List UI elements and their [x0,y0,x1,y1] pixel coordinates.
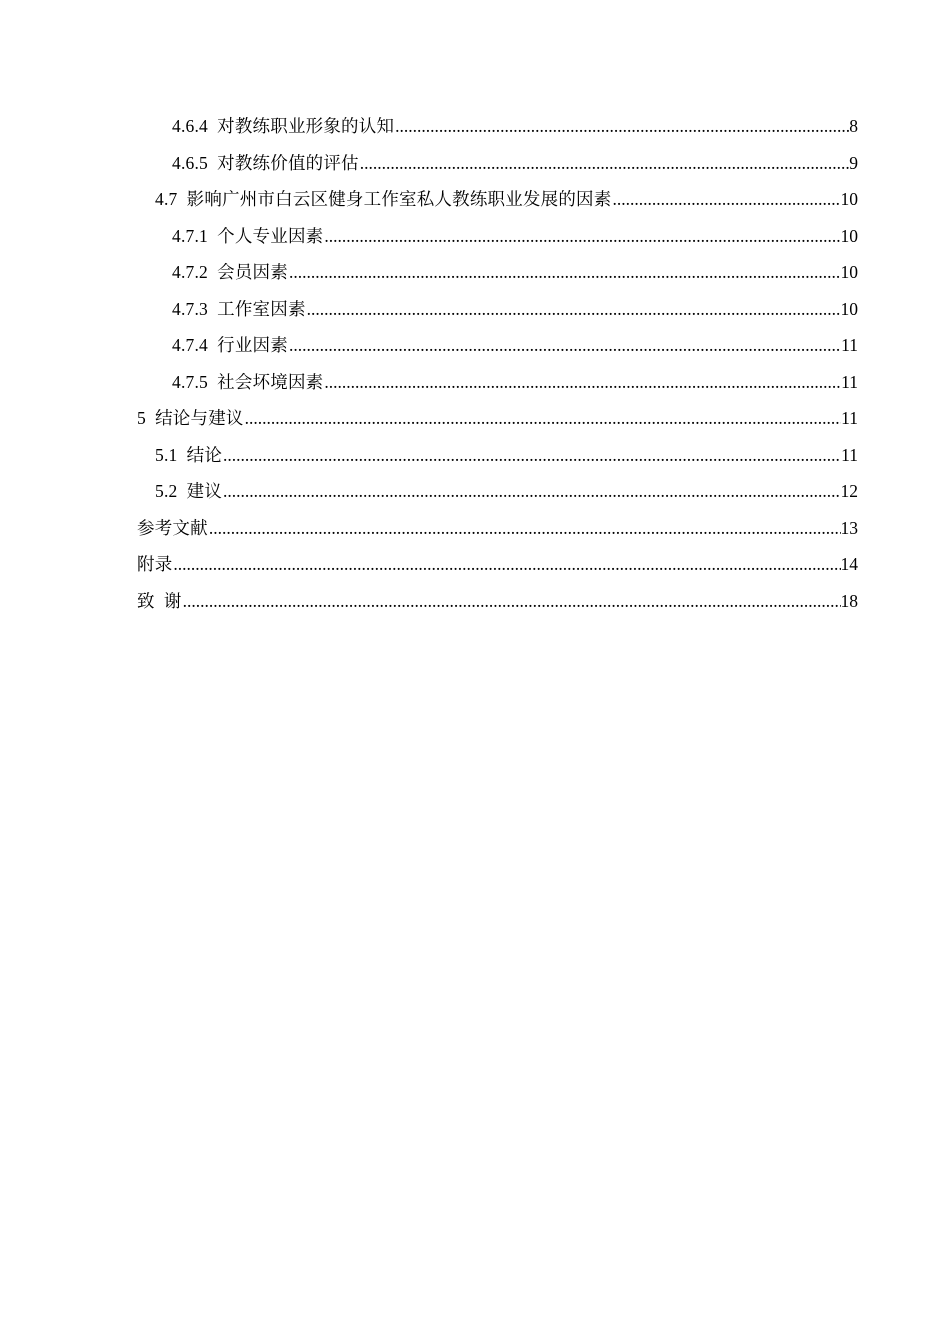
toc-entry-label: 4.7.3 工作室因素 [172,298,306,319]
toc-entry-label: 4.6.4 对教练职业形象的认知 [172,116,395,136]
toc-entry-page: 13 [840,517,858,538]
toc-entry-label: 附录 [137,554,173,574]
toc-dot-leader [395,108,849,145]
toc-entry[interactable] [137,510,858,547]
table-of-contents [137,108,858,619]
toc-dot-leader [612,181,840,218]
toc-entry-page: 11 [841,335,858,355]
toc-dot-leader [223,437,841,474]
toc-dot-leader [324,218,840,255]
toc-entry[interactable] [137,364,858,401]
toc-entry-label: 5.2 建议 [155,481,223,501]
toc-entry-label: 4.7.2 会员因素 [172,262,288,282]
toc-entry-label: 4.7.5 社会坏境因素 [172,371,324,392]
toc-entry[interactable] [137,254,858,291]
toc-dot-leader [173,546,840,583]
toc-entry-label: 5.1 结论 [155,444,223,465]
toc-entry[interactable] [137,583,858,620]
toc-entry[interactable] [137,546,858,583]
toc-entry-page: 14 [840,554,858,574]
toc-dot-leader [289,254,841,291]
toc-entry[interactable] [137,145,858,182]
toc-entry-label: 4.7.4 行业因素 [172,335,288,355]
toc-entry-page: 10 [840,262,858,282]
toc-dot-leader [245,400,842,437]
toc-entry-label: 致 谢 [137,590,182,611]
toc-dot-leader [183,583,841,620]
toc-entry[interactable] [137,291,858,328]
toc-entry-page: 8 [849,116,858,136]
toc-entry[interactable] [137,473,858,510]
toc-entry[interactable] [137,218,858,255]
toc-dot-leader [289,327,841,364]
toc-entry[interactable] [137,437,858,474]
toc-entry-label: 5 结论与建议 [137,408,244,428]
toc-entry-page: 18 [840,590,858,611]
toc-entry-page: 11 [841,444,858,465]
toc-dot-leader [209,510,841,547]
toc-entry-page: 11 [841,408,858,428]
toc-entry-page: 10 [840,189,858,209]
toc-entry-label: 4.7 影响广州市白云区健身工作室私人教练职业发展的因素 [155,189,612,209]
toc-entry-page: 10 [840,298,858,319]
toc-entry-page: 12 [840,481,858,501]
toc-dot-leader [324,364,841,401]
toc-entry-label: 参考文献 [137,517,208,538]
toc-dot-leader [307,291,841,328]
toc-entry-label: 4.7.1 个人专业因素 [172,225,324,246]
toc-entry[interactable] [137,181,858,218]
toc-entry-page: 9 [849,152,858,173]
toc-entry[interactable] [137,327,858,364]
toc-entry-label: 4.6.5 对教练价值的评估 [172,152,359,173]
toc-dot-leader [360,145,850,182]
toc-entry-page: 11 [841,371,858,392]
toc-dot-leader [223,473,840,510]
toc-entry[interactable] [137,400,858,437]
toc-entry[interactable] [137,108,858,145]
toc-entry-page: 10 [840,225,858,246]
